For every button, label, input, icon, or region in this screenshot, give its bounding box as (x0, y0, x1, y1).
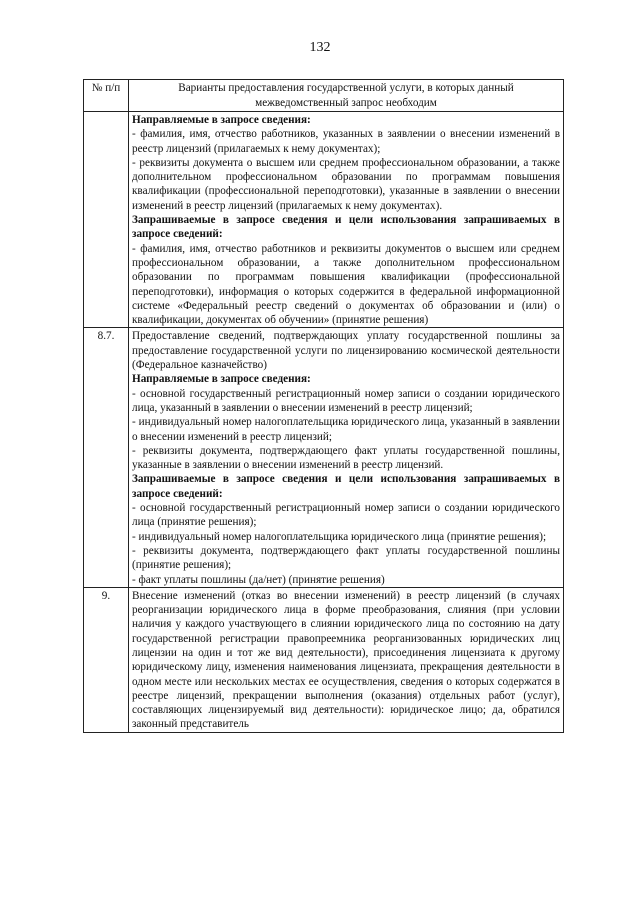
paragraph: - фамилия, имя, отчество работников, указанных в заявлении о внесении изменений в реестр лицензий (прилагаемых к нему документах); (132, 128, 560, 155)
table-row (84, 328, 564, 587)
paragraph: - фамилия, имя, отчество работников и реквизиты документов о высшем или среднем профессиональном образовании, а также дополнительном профессиональном образовании по программам повышения квалификации (профессиональной переподготовки), информация о которых содержится в федеральной информационной системе «Федеральный реестр сведений о документах об образовании и (или) о квалификации, документах об обучении» (принятие решения) (132, 242, 560, 327)
table-row (84, 587, 564, 732)
row-num (84, 112, 129, 328)
header-text: Варианты предоставления государственной услуги, в которых данный межведомственный запрос необходим (129, 80, 564, 112)
row-content (129, 587, 564, 732)
paragraph: - реквизиты документа о высшем или среднем профессиональном образовании, а также дополнительном профессиональном образовании по программам повышения квалификации (профессиональной переподготовки), указанные в заявлении о внесении изменений в реестр лицензий (прилагаемых к нему документах). (132, 156, 560, 212)
row-content (129, 328, 564, 587)
section-heading: Направляемые в запросе сведения: (132, 114, 311, 126)
table-header-row (84, 80, 564, 112)
paragraph: - основной государственный регистрационный номер записи о создании юридического лица (принятие решения); (132, 502, 560, 529)
paragraph: - факт уплаты пошлины (да/нет) (принятие решения) (132, 573, 385, 586)
paragraph: - реквизиты документа, подтверждающего факт уплаты государственной пошлины, указанные в заявлении о внесении изменений в реестр лицензий. (132, 444, 560, 472)
paragraph: - индивидуальный номер налогоплательщика юридического лица (принятие решения); (132, 530, 547, 543)
row-num: 8.7. (84, 328, 129, 587)
row-num: 9. (84, 587, 129, 732)
section-heading: Направляемые в запросе сведения: (132, 373, 311, 386)
row-content (129, 112, 564, 328)
table-row (84, 112, 564, 328)
header-num: № п/п (84, 80, 129, 112)
section-heading: Запрашиваемые в запросе сведения и цели использования запрашиваемых в запросе сведений: (132, 214, 560, 241)
page-number: 132 (309, 40, 331, 55)
paragraph: - реквизиты документа, подтверждающего факт уплаты государственной пошлины (принятие решения); (132, 544, 560, 572)
services-table (83, 79, 564, 733)
paragraph: - индивидуальный номер налогоплательщика юридического лица, указанный в заявлении о внесении изменений в реестр лицензий; (132, 416, 560, 443)
section-heading: Запрашиваемые в запросе сведения и цели использования запрашиваемых в запросе сведений: (132, 473, 560, 500)
paragraph: Предоставление сведений, подтверждающих уплату государственной пошлины за предоставление государственной услуги по лицензированию космической деятельности (Федеральное казначейство) (132, 330, 560, 372)
paragraph: Внесение изменений (отказ во внесении изменений) в реестр лицензий (в случаях реорганизации юридического лица в форме преобразования, слияния (при условии наличия у каждого участвующего в слиянии юридического лица по состоянию на дату государственной регистрации правопреемника реорганизованных юридических лиц лицензии на один и тот же вид деятельности), присоединения лицензиата к другому юридическому лицу, изменения наименования лицензиата, прекращения деятельности в одном месте или нескольких местах ее осуществления, сведения о которых содержатся в реестре лицензий, прекращении выполнения (оказания) отдельных работ (услуг), составляющих лицензируемый вид деятельности): юридическое лицо; да, обратился законный представитель (132, 589, 560, 731)
paragraph: - основной государственный регистрационный номер записи о создании юридического лица, указанный в заявлении о внесении изменений в реестр лицензий; (132, 387, 560, 414)
